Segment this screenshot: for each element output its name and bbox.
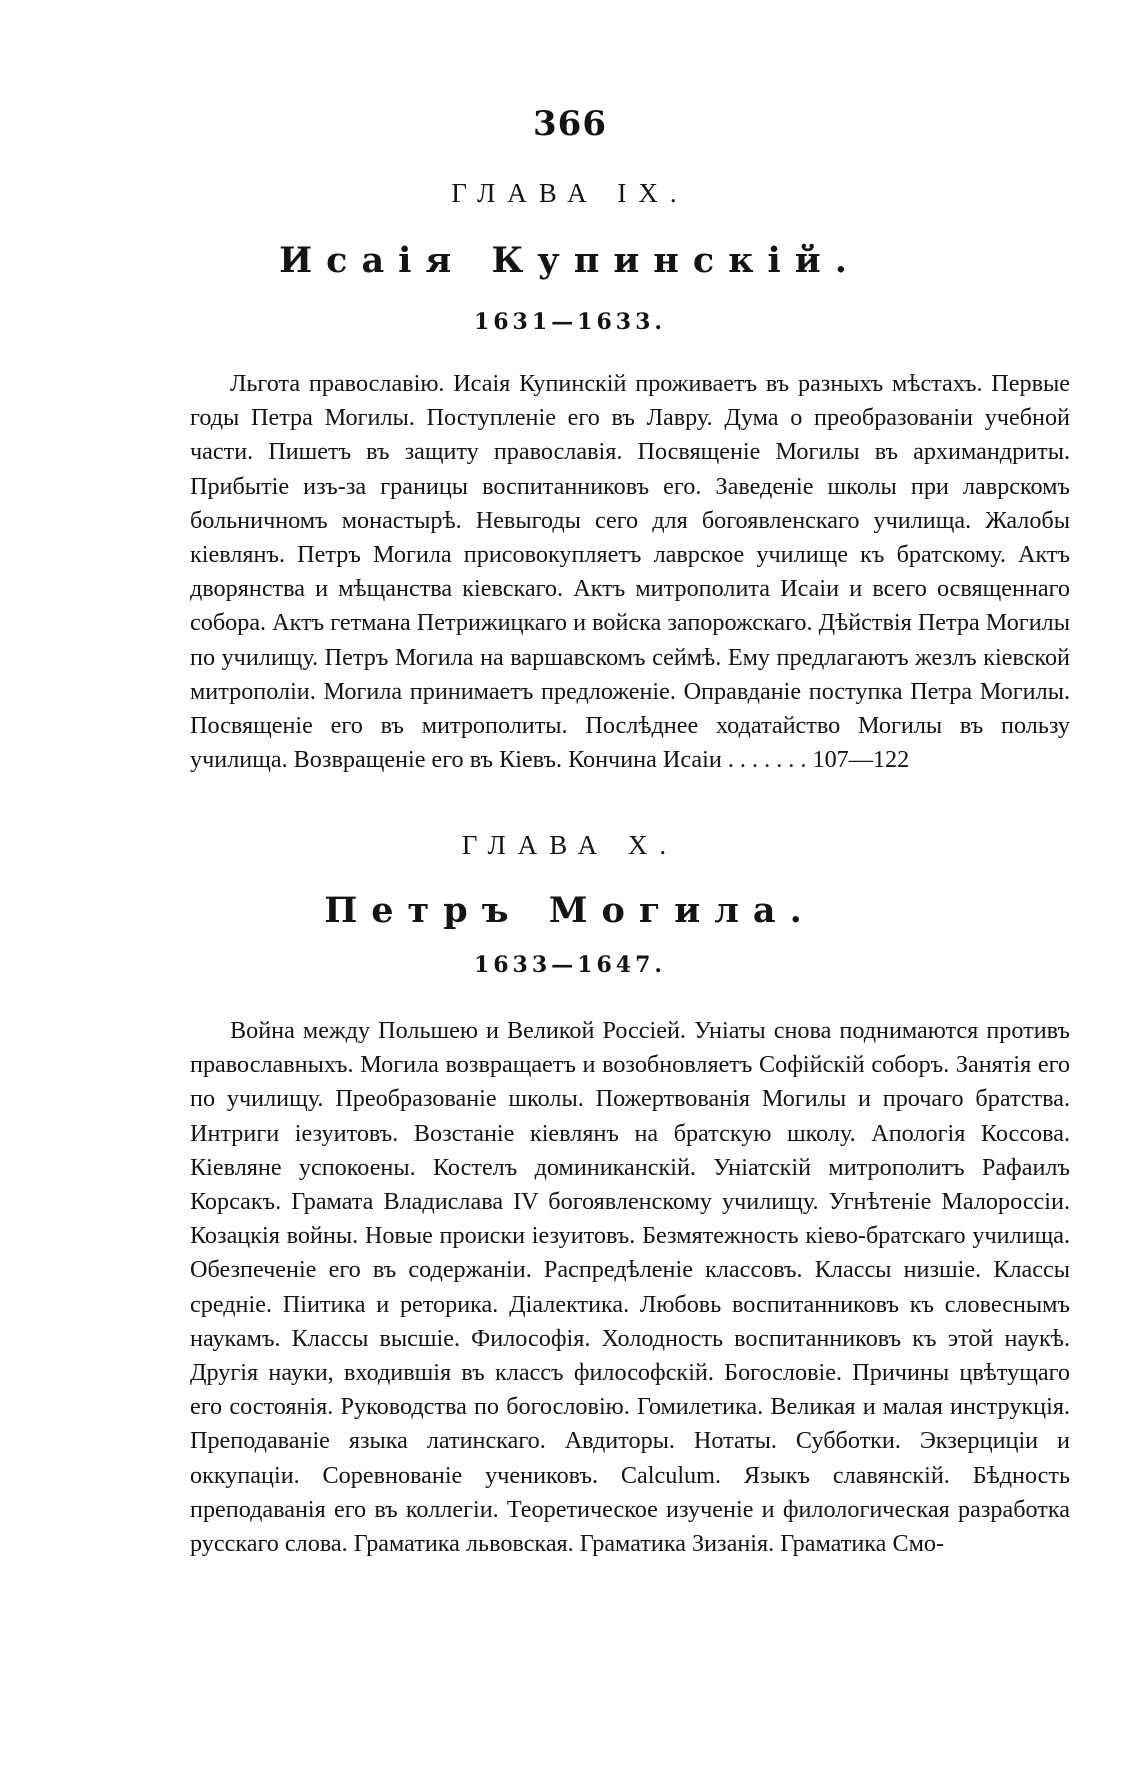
- chapter-9-summary: [190, 367, 1070, 777]
- chapter-9-title: Исаія Купинскій.: [279, 240, 861, 281]
- page-number: 366: [533, 104, 607, 144]
- chapter-10-years: 1633—1647.: [473, 952, 667, 978]
- chapter-10-summary: [190, 1014, 1070, 1561]
- chapter-9-page-range: . . . . . . . 107—122: [727, 746, 910, 774]
- chapter-9-years: 1631—1633.: [473, 309, 667, 335]
- chapter-10-summary-text: Война между Польшею и Великой Россіей. Уніаты снова поднимаются противъ православныхъ. Могила возвращаетъ и возобновляетъ Софійскій соборъ. Занятія его по училищу. Преобразованіе школы. Пожертвованія Могилы и прочаго братства. Интриги іезуитовъ. Возстаніе кіевлянъ на братскую школу. Апологія Коссова. Кіевляне успокоены. Костелъ доминиканскій. Уніатскій митрополитъ Рафаилъ Корсакъ. Грамата Владислава IV богоявленскому училищу. Угнѣтеніе Малороссіи. Козацкія войны. Новые происки іезуитовъ. Безмятежность кіево-братскаго училища. Обезпеченіе его въ содержаніи. Распредѣленіе классовъ. Классы низшіе. Классы средніе. Піитика и реторика. Діалектика. Любовь воспитанниковъ къ словеснымъ наукамъ. Классы высшіе. Философія. Холодность воспитанниковъ къ этой наукѣ. Другія науки, входившія въ классъ философскій. Богословіе. Причины цвѣтущаго его состоянія. Руководства по богословію. Гомилетика. Великая и малая инструкція. Преподаваніе языка латинскаго. Авдиторы. Нотаты. Субботки. Экзерциціи и оккупаціи. Соревнованіе учениковъ. Calculum. Языкъ славянскій. Бѣдность преподаванія его въ коллегіи. Теоретическое изученіе и филологическая разработка русскаго слова. Граматика львовская. Граматика Зизанія. Граматика Смо-: [190, 1017, 1070, 1558]
- chapter-10-heading: ГЛАВА Х.: [461, 830, 679, 860]
- chapter-9-summary-text: Льгота православію. Исаія Купинскій проживаетъ въ разныхъ мѣстахъ. Первые годы Петра Могилы. Поступленіе его въ Лавру. Дума о преобразованіи учебной части. Пишетъ въ защиту православія. Посвященіе Могилы въ архимандриты. Прибытіе изъ-за границы воспитанниковъ его. Заведеніе школы при лаврскомъ больничномъ монастырѣ. Невыгоды сего для богоявленскаго училища. Жалобы кіевлянъ. Петръ Могила присовокупляетъ лаврское училище къ братскому. Актъ дворянства и мѣщанства кіевскаго. Актъ митрополита Исаіи и всего освященнаго собора. Актъ гетмана Петрижицкаго и войска запорожскаго. Дѣйствія Петра Могилы по училищу. Петръ Могила на варшавскомъ сеймѣ. Ему предлагаютъ жезлъ кіевской митрополіи. Могила принимаетъ предложеніе. Оправданіе поступка Петра Могилы. Посвященіе его въ митрополиты. Послѣднее ходатайство Могилы въ пользу училища. Возвращеніе его въ Кіевъ. Кончина Исаіи: [190, 370, 1070, 774]
- chapter-10-title: Петръ Могила.: [324, 890, 816, 931]
- chapter-9-heading: ГЛАВА IX.: [451, 178, 689, 208]
